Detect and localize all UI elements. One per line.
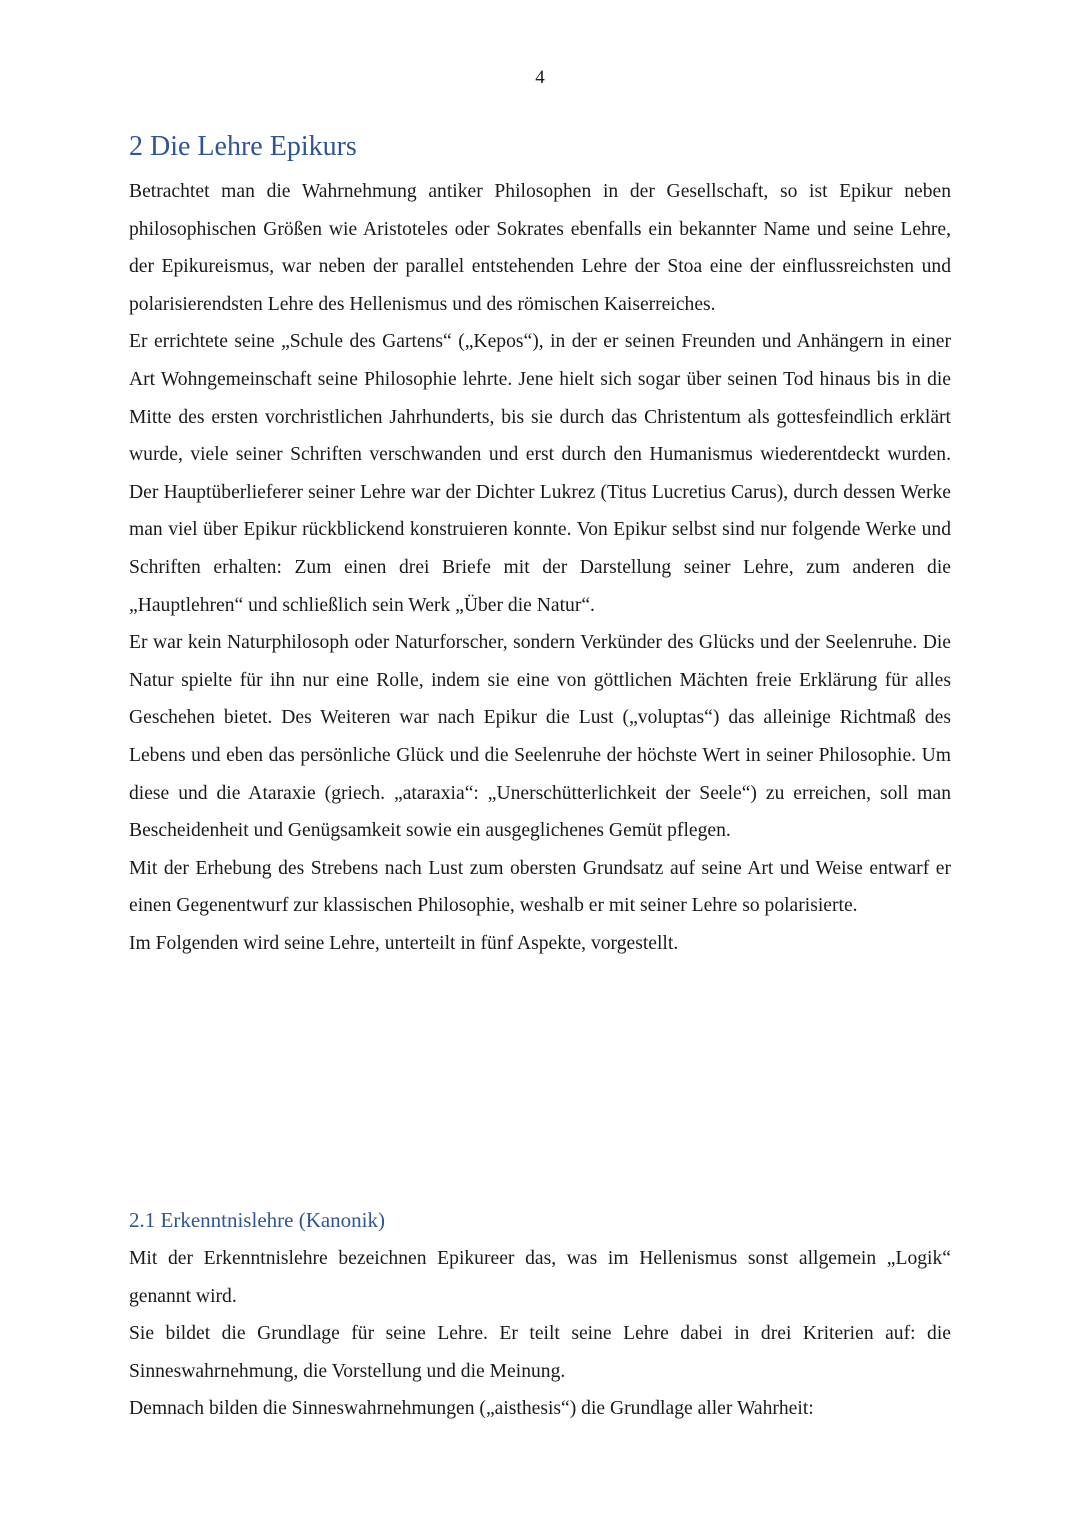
paragraph: Mit der Erhebung des Strebens nach Lust zum obersten Grundsatz auf seine Art und Weise entwarf er einen Gegenentwurf zur klassischen Philosophie, weshalb er mit seiner Lehre so polarisierte.: [129, 857, 951, 917]
paragraph: Er errichtete seine „Schule des Gartens“ („Kepos“), in der er seinen Freunden und Anhängern in einer Art Wohngemeinschaft seine Philosophie lehrte. Jene hielt sich sogar über seinen Tod hinaus bis in die Mitte des ersten vorchristlichen Jahrhunderts, bis sie durch das Christentum als gottesfeindlich erklärt wurde, viele seiner Schriften verschwanden und erst durch den Humanismus wiederentdeckt wurden. Der Hauptüberlieferer seiner Lehre war der Dichter Lukrez (Titus Lucretius Carus), durch dessen Werke man viel über Epikur rückblickend konstruieren konnte. Von Epikur selbst sind nur folgende Werke und Schriften erhalten: Zum einen drei Briefe mit der Darstellung seiner Lehre, zum anderen die „Hauptlehren“ und schließlich sein Werk „Über die Natur“.: [129, 331, 951, 616]
section-body-2: [129, 173, 951, 962]
paragraph: Im Folgenden wird seine Lehre, unterteilt in fünf Aspekte, vorgestellt.: [129, 932, 679, 954]
paragraph: Betrachtet man die Wahrnehmung antiker Philosophen in der Gesellschaft, so ist Epikur neben philosophischen Größen wie Aristoteles oder Sokrates ebenfalls ein bekannter Name und seine Lehre, der Epikureismus, war neben der parallel entstehenden Lehre der Stoa eine der einflussreichsten und polarisierendsten Lehre des Hellenismus und des römischen Kaiserreiches.: [129, 181, 951, 315]
paragraph: Sie bildet die Grundlage für seine Lehre. Er teilt seine Lehre dabei in drei Kriterien auf: die Sinneswahrnehmung, die Vorstellung und die Meinung.: [129, 1323, 951, 1382]
paragraph: Mit der Erkenntnislehre bezeichnen Epikureer das, was im Hellenismus sonst allgemein „Logik“ genannt wird.: [129, 1248, 951, 1307]
section-body-2-1: [129, 1240, 951, 1428]
section-heading-2-1: 2.1 Erkenntnislehre (Kanonik): [129, 1208, 386, 1232]
page-number: 4: [535, 67, 545, 88]
paragraph: Er war kein Naturphilosoph oder Naturforscher, sondern Verkünder des Glücks und der Seelenruhe. Die Natur spielte für ihn nur eine Rolle, indem sie eine von göttlichen Mächten freie Erklärung für alles Geschehen bietet. Des Weiteren war nach Epikur die Lust („voluptas“) das alleinige Richtmaß des Lebens und eben das persönliche Glück und die Seelenruhe der höchste Wert in seiner Philosophie. Um diese und die Ataraxie (griech. „ataraxia“: „Unerschütterlichkeit der Seele“) zu erreichen, soll man Bescheidenheit und Genügsamkeit sowie ein ausgeglichenes Gemüt pflegen.: [129, 632, 951, 842]
paragraph: Demnach bilden die Sinneswahrnehmungen („aisthesis“) die Grundlage aller Wahrheit:: [129, 1398, 814, 1420]
section-heading-2: 2 Die Lehre Epikurs: [129, 131, 357, 162]
